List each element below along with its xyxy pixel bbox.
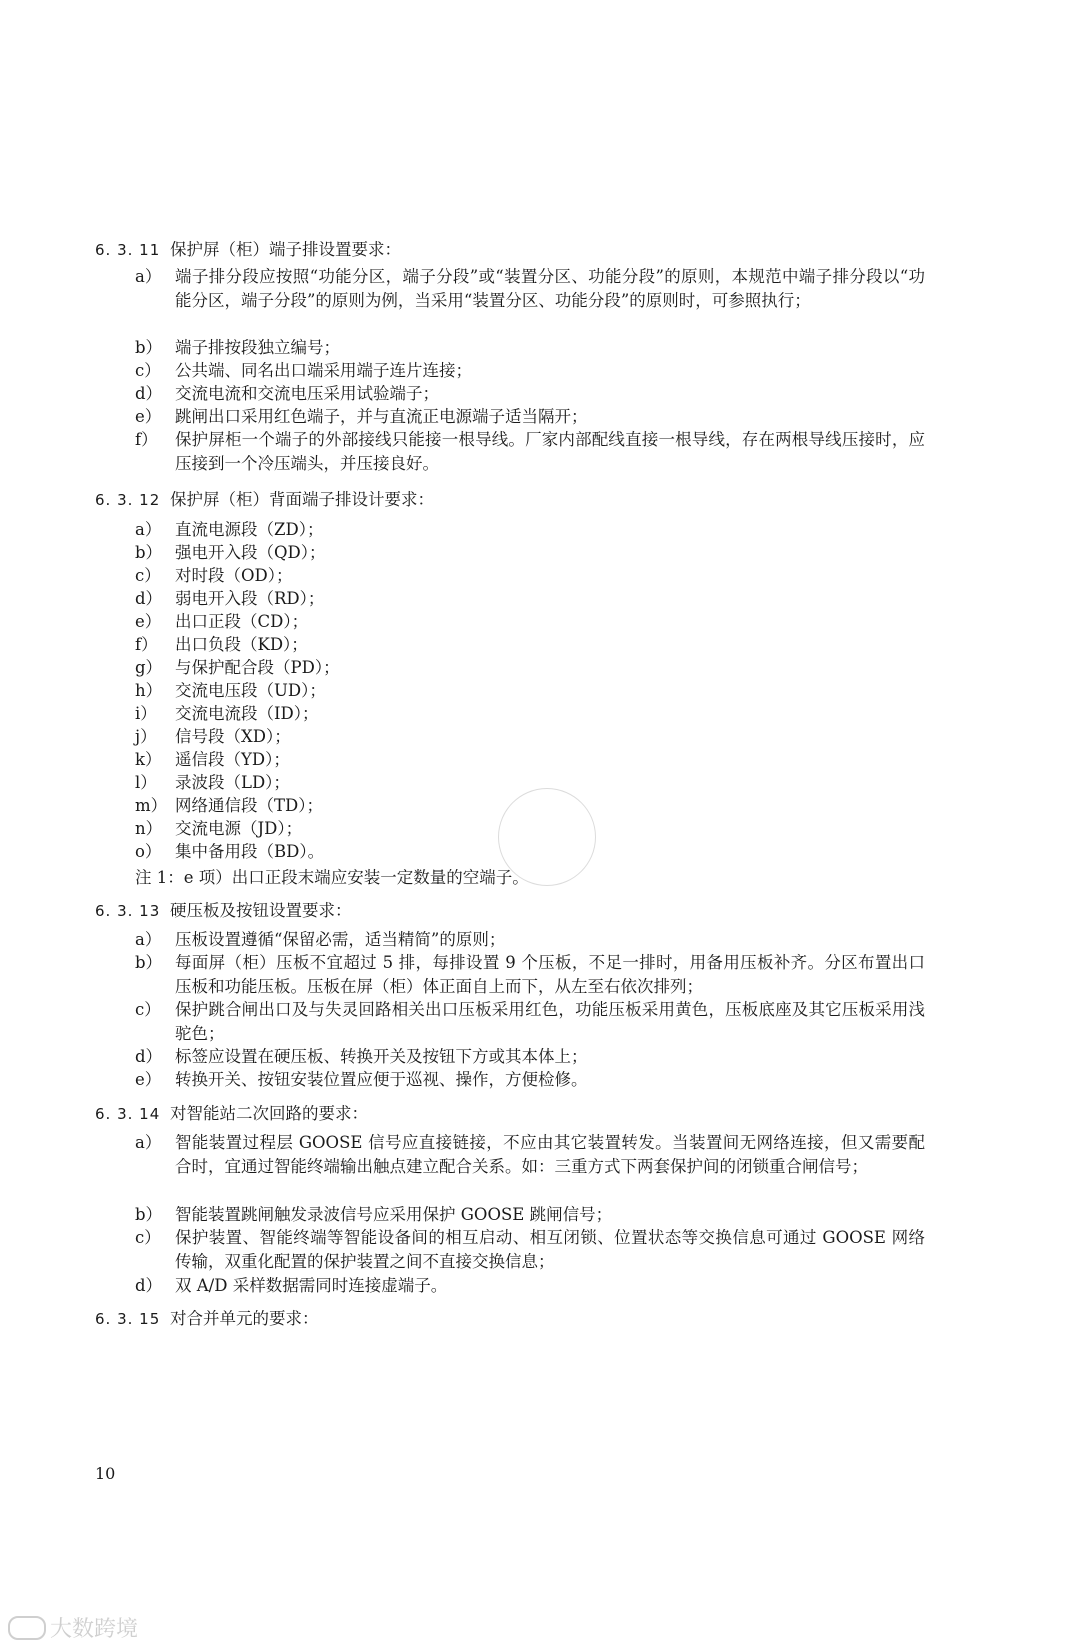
list-item bbox=[135, 1131, 925, 1179]
item-label: l） bbox=[135, 773, 157, 792]
item-text: 跳闸出口采用红色端子，并与直流正电源端子适当隔开； bbox=[175, 407, 588, 426]
list-item bbox=[135, 382, 925, 406]
list-item bbox=[135, 610, 925, 634]
item-label: d） bbox=[135, 384, 163, 403]
section-heading-6-3-15 bbox=[95, 1305, 319, 1329]
item-text: 强电开入段（QD）； bbox=[175, 543, 326, 562]
item-label: d） bbox=[135, 1047, 163, 1066]
section-title: 硬压板及按钮设置要求： bbox=[170, 901, 352, 920]
item-text: 直流电源段（ZD）； bbox=[175, 520, 324, 539]
section-title: 对合并单元的要求： bbox=[170, 1309, 319, 1328]
section-number: 6. 3. 11 bbox=[95, 241, 161, 259]
item-label: e） bbox=[135, 407, 162, 426]
item-label: a） bbox=[135, 1133, 162, 1152]
section-number: 6. 3. 15 bbox=[95, 1310, 161, 1328]
item-text: 保护跳合闸出口及与失灵回路相关出口压板采用红色，功能压板采用黄色，压板底座及其它压板采用浅驼色； bbox=[175, 1000, 925, 1043]
item-text: 压板设置遵循“保留必需，适当精简”的原则； bbox=[175, 930, 506, 949]
list-item bbox=[135, 1203, 925, 1227]
list-item bbox=[135, 265, 925, 313]
section-title: 保护屏（柜）背面端子排设计要求： bbox=[170, 490, 434, 509]
list-item bbox=[135, 998, 925, 1046]
section-heading-6-3-13 bbox=[95, 897, 352, 921]
item-label: n） bbox=[135, 819, 163, 838]
item-label: c） bbox=[135, 361, 161, 380]
item-text: 标签应设置在硬压板、转换开关及按钮下方或其本体上； bbox=[175, 1047, 588, 1066]
list-item bbox=[135, 748, 925, 772]
list-item bbox=[135, 725, 925, 749]
item-label: b） bbox=[135, 1205, 163, 1224]
item-text: 交流电流和交流电压采用试验端子； bbox=[175, 384, 439, 403]
page-number: 10 bbox=[95, 1464, 116, 1483]
watermark-text: 大数跨境 bbox=[50, 1617, 139, 1642]
section-heading-6-3-14 bbox=[95, 1100, 368, 1124]
list-item bbox=[135, 928, 925, 952]
item-label: b） bbox=[135, 543, 163, 562]
list-item bbox=[135, 702, 925, 726]
item-text: 遥信段（YD）； bbox=[175, 750, 290, 769]
item-label: g） bbox=[135, 658, 163, 677]
item-label: b） bbox=[135, 953, 163, 972]
section-title: 保护屏（柜）端子排设置要求： bbox=[170, 240, 401, 259]
item-text: 录波段（LD）； bbox=[175, 773, 290, 792]
list-item bbox=[135, 587, 925, 611]
list-item bbox=[135, 1226, 925, 1274]
item-text: 与保护配合段（PD）； bbox=[175, 658, 340, 677]
list-item bbox=[135, 1045, 925, 1069]
item-text: 出口负段（KD）； bbox=[175, 635, 308, 654]
section-heading-6-3-11 bbox=[95, 236, 401, 260]
item-label: m） bbox=[135, 796, 168, 815]
item-label: c） bbox=[135, 566, 161, 585]
item-label: j） bbox=[135, 727, 157, 746]
item-label: d） bbox=[135, 589, 163, 608]
item-label: o） bbox=[135, 842, 162, 861]
list-item bbox=[135, 564, 925, 588]
list-item bbox=[135, 951, 925, 999]
list-item bbox=[135, 1068, 925, 1092]
item-label: d） bbox=[135, 1276, 163, 1295]
section-number: 6. 3. 13 bbox=[95, 902, 161, 920]
item-label: a） bbox=[135, 520, 162, 539]
section-number: 6. 3. 14 bbox=[95, 1105, 161, 1123]
item-text: 出口正段（CD）； bbox=[175, 612, 309, 631]
section-heading-6-3-12 bbox=[95, 486, 434, 510]
item-text: 保护屏柜一个端子的外部接线只能接一根导线。厂家内部配线直接一根导线，存在两根导线压接时，应压接到一个冷压端头，并压接良好。 bbox=[175, 430, 925, 473]
list-item bbox=[135, 359, 925, 383]
item-text: 交流电流段（ID）； bbox=[175, 704, 319, 723]
list-item bbox=[135, 541, 925, 565]
watermark-logo-icon bbox=[8, 1616, 46, 1640]
item-label: e） bbox=[135, 1070, 162, 1089]
item-text: 端子排分段应按照“功能分区，端子分段”或“装置分区、功能分段”的原则，本规范中端子排分段以“功能分区，端子分段”的原则为例，当采用“装置分区、功能分段”的原则时，可参照执行； bbox=[175, 267, 925, 310]
item-text: 网络通信段（TD）； bbox=[175, 796, 323, 815]
item-text: 集中备用段（BD）。 bbox=[175, 842, 325, 861]
list-item bbox=[135, 336, 925, 360]
item-label: i） bbox=[135, 704, 157, 723]
item-text: 智能装置过程层 GOOSE 信号应直接链接，不应由其它装置转发。当装置间无网络连接，但又需要配合时，宜通过智能终端输出触点建立配合关系。如：三重方式下两套保护间的闭锁重合闸信号； bbox=[175, 1133, 925, 1176]
item-label: a） bbox=[135, 930, 162, 949]
watermark-logo bbox=[8, 1612, 138, 1643]
section-number: 6. 3. 12 bbox=[95, 491, 161, 509]
item-text: 弱电开入段（RD）； bbox=[175, 589, 325, 608]
item-text: 交流电源（JD）； bbox=[175, 819, 303, 838]
list-item bbox=[135, 656, 925, 680]
item-label: h） bbox=[135, 681, 163, 700]
item-label: c） bbox=[135, 1228, 161, 1247]
item-text: 公共端、同名出口端采用端子连片连接； bbox=[175, 361, 472, 380]
item-label: c） bbox=[135, 1000, 161, 1019]
list-item bbox=[135, 405, 925, 429]
item-text: 智能装置跳闸触发录波信号应采用保护 GOOSE 跳闸信号； bbox=[175, 1205, 613, 1224]
item-text: 信号段（XD）； bbox=[175, 727, 291, 746]
list-item bbox=[135, 679, 925, 703]
item-label: f） bbox=[135, 635, 158, 654]
item-text: 交流电压段（UD）； bbox=[175, 681, 326, 700]
item-label: b） bbox=[135, 338, 163, 357]
item-text: 保护装置、智能终端等智能设备间的相互启动、相互闭锁、位置状态等交换信息可通过 GOOSE 网络传输，双重化配置的保护装置之间不直接交换信息； bbox=[175, 1228, 925, 1271]
item-text: 转换开关、按钮安装位置应便于巡视、操作，方便检修。 bbox=[175, 1070, 588, 1089]
item-label: f） bbox=[135, 430, 158, 449]
item-text: 每面屏（柜）压板不宜超过 5 排，每排设置 9 个压板，不足一排时，用备用压板补齐。分区布置出口压板和功能压板。压板在屏（柜）体正面自上而下，从左至右依次排列； bbox=[175, 953, 925, 996]
item-label: k） bbox=[135, 750, 162, 769]
list-item bbox=[135, 428, 925, 476]
section-title: 对智能站二次回路的要求： bbox=[170, 1104, 368, 1123]
note-text: 注 1：e 项）出口正段末端应安装一定数量的空端子。 bbox=[135, 868, 529, 887]
list-item bbox=[135, 518, 925, 542]
item-label: e） bbox=[135, 612, 162, 631]
item-text: 双 A/D 采样数据需同时连接虚端子。 bbox=[175, 1276, 448, 1295]
list-item bbox=[135, 633, 925, 657]
item-text: 端子排按段独立编号； bbox=[175, 338, 340, 357]
list-item bbox=[135, 1274, 925, 1298]
item-text: 对时段（OD）； bbox=[175, 566, 293, 585]
item-label: a） bbox=[135, 267, 162, 286]
